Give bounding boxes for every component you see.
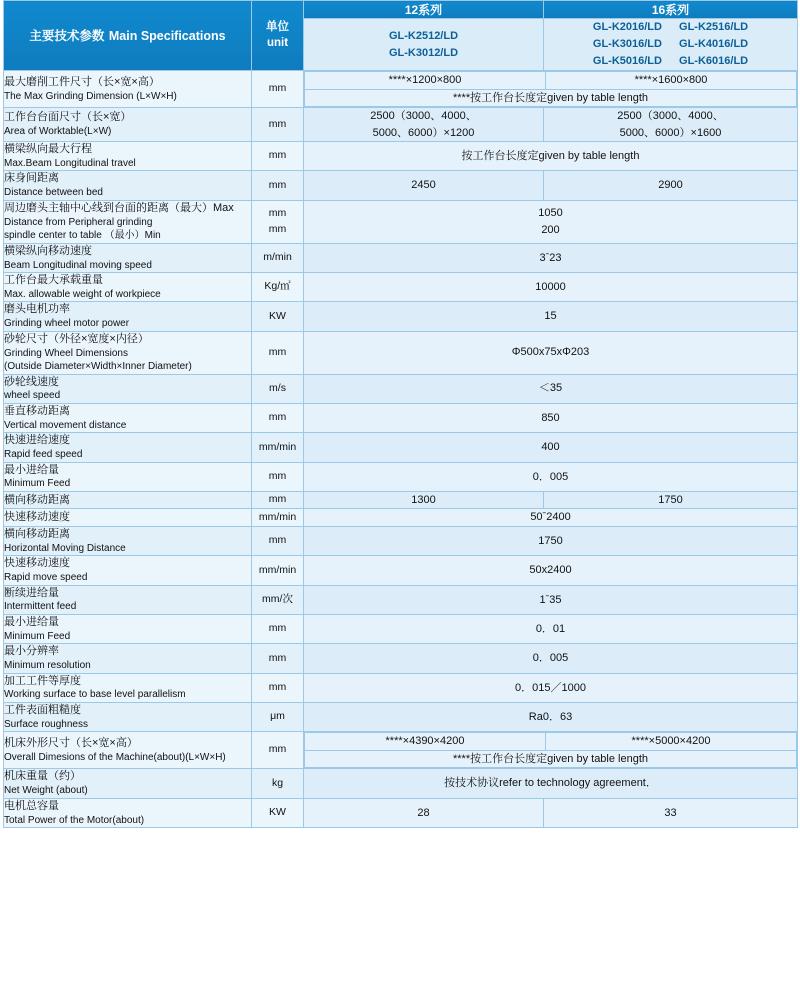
unit-value: m/min bbox=[263, 250, 292, 263]
table-row bbox=[4, 273, 798, 302]
row-value-series-16 bbox=[544, 491, 798, 509]
header-main-cn: 主要技术参数 bbox=[29, 28, 105, 43]
row-parameter-label bbox=[4, 462, 252, 491]
row-unit bbox=[252, 243, 304, 272]
row-parameter-label bbox=[4, 433, 252, 462]
row-unit bbox=[252, 403, 304, 432]
table-row bbox=[4, 509, 798, 527]
table-row bbox=[4, 200, 798, 243]
parameter-en: Net Weight (about) bbox=[4, 785, 88, 797]
row-value-combined bbox=[304, 585, 798, 614]
table-body bbox=[4, 71, 798, 828]
row-value-combined bbox=[304, 403, 798, 432]
table-row bbox=[4, 556, 798, 585]
value-primary: 1ˉ35 bbox=[539, 593, 562, 606]
row-unit bbox=[252, 200, 304, 243]
row-unit bbox=[252, 491, 304, 509]
row-parameter-label bbox=[4, 171, 252, 200]
value-primary: 3ˉ23 bbox=[539, 251, 562, 264]
value-primary: 400 bbox=[541, 441, 560, 454]
value-series-16: ****×1600×800 bbox=[546, 72, 797, 90]
parameter-en: Grinding Wheel Dimensions bbox=[4, 347, 128, 359]
table-row bbox=[4, 142, 798, 171]
row-unit bbox=[252, 769, 304, 798]
parameter-en: wheel speed bbox=[4, 390, 61, 402]
value-series-16-line1: 33 bbox=[664, 806, 677, 819]
value-series-16-line1: 2500（3000、4000、 bbox=[617, 110, 724, 123]
unit-value: mm/次 bbox=[262, 592, 293, 605]
table-row bbox=[4, 491, 798, 509]
value-primary: 0．015／1000 bbox=[515, 681, 586, 694]
row-parameter-label bbox=[4, 331, 252, 374]
table-row bbox=[4, 243, 798, 272]
row-parameter-label bbox=[4, 614, 252, 643]
row-value-combined bbox=[304, 509, 798, 527]
unit-value: mm bbox=[268, 82, 287, 95]
table-row bbox=[4, 644, 798, 673]
parameter-cn: 横向移动距离 bbox=[4, 493, 70, 506]
row-unit bbox=[252, 644, 304, 673]
row-unit bbox=[252, 673, 304, 702]
table-row bbox=[4, 71, 798, 108]
row-unit bbox=[252, 273, 304, 302]
table-row bbox=[4, 462, 798, 491]
parameter-cn: 机床外形尺寸（长×宽×高） bbox=[4, 737, 138, 750]
value-primary: 850 bbox=[541, 411, 560, 424]
unit-value: μm bbox=[270, 710, 285, 723]
row-unit bbox=[252, 302, 304, 331]
unit-value: KW bbox=[269, 309, 286, 322]
header-main-en: Main Specifications bbox=[108, 28, 226, 43]
table-row bbox=[4, 585, 798, 614]
row-value-combined bbox=[304, 462, 798, 491]
parameter-cn: 砂轮线速度 bbox=[4, 375, 59, 388]
row-value-series-16 bbox=[544, 108, 798, 142]
value-primary: 1750 bbox=[538, 534, 563, 547]
row-value-series-16 bbox=[544, 798, 798, 827]
header-unit-cn: 单位 bbox=[266, 21, 289, 34]
table-row bbox=[4, 614, 798, 643]
header-series-12-title: 12系列 bbox=[304, 1, 544, 19]
table-row bbox=[4, 331, 798, 374]
value-primary: Ra0．63 bbox=[528, 710, 573, 723]
unit-value: mm bbox=[268, 493, 287, 506]
parameter-en: Rapid feed speed bbox=[4, 449, 83, 461]
value-secondary: 200 bbox=[541, 223, 560, 236]
row-value-combined bbox=[304, 302, 798, 331]
row-parameter-label bbox=[4, 509, 252, 527]
parameter-cn: 工作台台面尺寸（长×宽） bbox=[4, 111, 132, 124]
row-unit bbox=[252, 732, 304, 769]
parameter-cn: 最小进给量 bbox=[4, 615, 59, 628]
row-unit bbox=[252, 374, 304, 403]
row-value-combined bbox=[304, 614, 798, 643]
header-unit bbox=[252, 1, 304, 71]
row-parameter-label bbox=[4, 273, 252, 302]
row-unit bbox=[252, 108, 304, 142]
parameter-cn: 工作台最大承载重量 bbox=[4, 274, 103, 287]
parameter-en: Vertical movement distance bbox=[4, 419, 127, 431]
row-unit bbox=[252, 556, 304, 585]
value-note: ****按工作台长度定given by table length bbox=[305, 750, 797, 768]
row-value-combined bbox=[304, 702, 798, 731]
parameter-en: The Max Grinding Dimension (L×W×H) bbox=[4, 90, 177, 102]
row-parameter-label bbox=[4, 200, 252, 243]
parameter-en: Minimum resolution bbox=[4, 660, 91, 672]
row-value-combined bbox=[304, 200, 798, 243]
value-series-12: ****×4390×4200 bbox=[305, 733, 546, 751]
unit-value: mm bbox=[268, 534, 287, 547]
model-gl-k5016-ld: GL-K5016/LD bbox=[592, 55, 662, 68]
parameter-cn: 最小分辨率 bbox=[4, 645, 59, 658]
row-parameter-label bbox=[4, 374, 252, 403]
parameter-cn: 加工工件等厚度 bbox=[4, 674, 81, 687]
model-gl-k6016-ld: GL-K6016/LD bbox=[679, 55, 749, 68]
table-row bbox=[4, 798, 798, 827]
table-row bbox=[4, 108, 798, 142]
value-primary: ＜35 bbox=[538, 382, 563, 395]
unit-value: mm bbox=[268, 469, 287, 482]
row-unit bbox=[252, 71, 304, 108]
value-series-16: ****×5000×4200 bbox=[546, 733, 797, 751]
row-value-combined bbox=[304, 243, 798, 272]
specifications-table bbox=[3, 0, 798, 828]
unit-value: m/s bbox=[269, 381, 286, 394]
parameter-en: Minimum Feed bbox=[4, 478, 71, 490]
row-unit bbox=[252, 526, 304, 555]
header-series-16-title: 16系列 bbox=[544, 1, 798, 19]
row-unit bbox=[252, 585, 304, 614]
parameter-en: Working surface to base level parallelism bbox=[4, 689, 186, 701]
row-parameter-label bbox=[4, 403, 252, 432]
row-parameter-label bbox=[4, 644, 252, 673]
row-unit bbox=[252, 433, 304, 462]
value-series-12-line1: 28 bbox=[417, 806, 430, 819]
parameter-cn: 横梁纵向移动速度 bbox=[4, 244, 92, 257]
value-series-12-line1: 1300 bbox=[411, 493, 436, 506]
unit-value-secondary: mm bbox=[268, 222, 287, 235]
parameter-cn: 床身间距离 bbox=[4, 172, 59, 185]
row-parameter-label bbox=[4, 673, 252, 702]
row-value-combined bbox=[304, 644, 798, 673]
parameter-en: Grinding wheel motor power bbox=[4, 318, 130, 330]
value-primary: 10000 bbox=[535, 280, 566, 293]
header-unit-en: unit bbox=[266, 36, 289, 49]
value-series-16-line2: 5000、6000）×1600 bbox=[619, 126, 722, 139]
header-series-16-models bbox=[544, 19, 798, 71]
model-gl-k2016-ld: GL-K2016/LD bbox=[592, 21, 662, 33]
row-unit bbox=[252, 798, 304, 827]
parameter-cn: 横梁纵向最大行程 bbox=[4, 143, 92, 156]
value-series-16-line1: 2900 bbox=[658, 179, 683, 192]
unit-value: mm bbox=[268, 622, 287, 635]
row-parameter-label bbox=[4, 769, 252, 798]
parameter-cn: 机床重量（约） bbox=[4, 770, 81, 783]
value-primary: 按工作台长度定given by table length bbox=[461, 150, 640, 163]
parameter-en: Minimum Feed bbox=[4, 630, 71, 642]
table-row bbox=[4, 732, 798, 769]
value-note: ****按工作台长度定given by table length bbox=[305, 89, 797, 107]
row-unit bbox=[252, 702, 304, 731]
row-parameter-label bbox=[4, 556, 252, 585]
row-unit bbox=[252, 171, 304, 200]
unit-value: mm bbox=[268, 743, 287, 756]
parameter-en: Total Power of the Motor(about) bbox=[4, 814, 145, 826]
parameter-cn: 快速移动速度 bbox=[4, 511, 70, 524]
parameter-en: Surface roughness bbox=[4, 718, 88, 730]
value-primary: 0．01 bbox=[535, 622, 566, 635]
parameter-en: Area of Worktable(L×W) bbox=[4, 126, 112, 138]
value-primary: Φ500x75xΦ203 bbox=[511, 346, 590, 359]
row-parameter-label bbox=[4, 702, 252, 731]
row-value-combined bbox=[304, 769, 798, 798]
row-parameter-label bbox=[4, 71, 252, 108]
row-parameter-label bbox=[4, 142, 252, 171]
row-unit bbox=[252, 509, 304, 527]
model-gl-k2516-ld: GL-K2516/LD bbox=[679, 21, 749, 33]
row-value-combined bbox=[304, 526, 798, 555]
parameter-cn: 砂轮尺寸（外径×宽度×内径） bbox=[4, 332, 149, 345]
value-series-12-line1: 2450 bbox=[411, 179, 436, 192]
parameter-cn: 最大磨削工件尺寸（长×宽×高） bbox=[4, 75, 160, 88]
parameter-en: Distance from Peripheral grinding bbox=[4, 216, 153, 228]
table-row bbox=[4, 403, 798, 432]
row-value-split-with-note bbox=[304, 732, 798, 769]
value-primary: 15 bbox=[544, 310, 557, 323]
row-value-combined bbox=[304, 556, 798, 585]
parameter-cn: 磨头电机功率 bbox=[4, 303, 70, 316]
parameter-en: Overall Dimesions of the Machine(about)(L×W×H) bbox=[4, 752, 226, 763]
header-series-12-models bbox=[304, 19, 544, 71]
parameter-en-secondary: spindle center to table （最小）Min bbox=[4, 230, 161, 242]
parameter-cn: 周边磨头主轴中心线到台面的距离（最大）Max bbox=[4, 201, 234, 214]
unit-value: mm bbox=[268, 149, 287, 162]
row-value-series-12 bbox=[304, 798, 544, 827]
unit-value: mm/min bbox=[258, 440, 297, 453]
table-row bbox=[4, 769, 798, 798]
row-value-series-12 bbox=[304, 171, 544, 200]
value-series-12-line1: 2500（3000、4000、 bbox=[370, 110, 477, 123]
model-gl-k3012-ld: GL-K3012/LD bbox=[388, 46, 459, 59]
unit-value: mm bbox=[268, 117, 287, 130]
table-header-row bbox=[4, 1, 798, 19]
parameter-cn: 横向移动距离 bbox=[4, 527, 70, 540]
parameter-en: Distance between bed bbox=[4, 187, 103, 199]
row-parameter-label bbox=[4, 243, 252, 272]
unit-value: KW bbox=[269, 805, 286, 818]
row-unit bbox=[252, 142, 304, 171]
row-unit bbox=[252, 331, 304, 374]
parameter-en: Max.Beam Longitudinal travel bbox=[4, 157, 136, 169]
table-row bbox=[4, 526, 798, 555]
unit-value: mm/min bbox=[258, 563, 297, 576]
parameter-en: Beam Longitudinal moving speed bbox=[4, 259, 152, 271]
value-primary: 50ˉ2400 bbox=[530, 511, 571, 524]
row-parameter-label bbox=[4, 302, 252, 331]
parameter-cn: 断续进给量 bbox=[4, 586, 59, 599]
unit-value: mm bbox=[268, 411, 287, 424]
value-series-12-line2: 5000、6000）×1200 bbox=[372, 126, 475, 139]
row-value-combined bbox=[304, 673, 798, 702]
row-value-split-with-note bbox=[304, 71, 798, 108]
unit-value: kg bbox=[271, 776, 284, 789]
row-value-combined bbox=[304, 374, 798, 403]
header-main-specifications bbox=[4, 1, 252, 71]
parameter-en-secondary: (Outside Diameter×Width×Inner Diameter) bbox=[4, 361, 192, 373]
parameter-cn: 最小进给量 bbox=[4, 463, 59, 476]
table-row bbox=[4, 673, 798, 702]
unit-value: mm bbox=[268, 178, 287, 191]
row-parameter-label bbox=[4, 732, 252, 769]
parameter-cn: 垂直移动距离 bbox=[4, 404, 70, 417]
row-parameter-label bbox=[4, 798, 252, 827]
row-value-combined bbox=[304, 142, 798, 171]
row-value-combined bbox=[304, 433, 798, 462]
row-value-series-12 bbox=[304, 108, 544, 142]
row-parameter-label bbox=[4, 585, 252, 614]
row-unit bbox=[252, 462, 304, 491]
model-gl-k4016-ld: GL-K4016/LD bbox=[679, 38, 749, 51]
parameter-cn: 工件表面粗糙度 bbox=[4, 703, 81, 716]
unit-value: mm bbox=[268, 680, 287, 693]
model-gl-k3016-ld: GL-K3016/LD bbox=[592, 38, 662, 51]
parameter-en: Intermittent feed bbox=[4, 601, 77, 613]
row-value-series-12 bbox=[304, 491, 544, 509]
value-primary: 按技术协议refer to technology agreement． bbox=[444, 777, 657, 790]
unit-value: mm bbox=[268, 345, 287, 358]
row-parameter-label bbox=[4, 108, 252, 142]
row-value-combined bbox=[304, 331, 798, 374]
row-unit bbox=[252, 614, 304, 643]
model-gl-k2512-ld: GL-K2512/LD bbox=[388, 29, 459, 42]
parameter-cn: 快速进给速度 bbox=[4, 434, 70, 447]
parameter-en: Max. allowable weight of workpiece bbox=[4, 288, 161, 300]
table-row bbox=[4, 171, 798, 200]
value-primary: 50x2400 bbox=[529, 564, 572, 577]
unit-value: mm bbox=[268, 207, 287, 219]
table-row bbox=[4, 433, 798, 462]
row-value-series-16 bbox=[544, 171, 798, 200]
value-primary: 1050 bbox=[538, 207, 563, 220]
table-row bbox=[4, 302, 798, 331]
unit-value: mm/min bbox=[258, 510, 297, 523]
value-primary: 0．005 bbox=[532, 652, 569, 665]
value-primary: 0．005 bbox=[532, 470, 569, 483]
table-row bbox=[4, 374, 798, 403]
row-parameter-label bbox=[4, 491, 252, 509]
parameter-cn: 快速移动速度 bbox=[4, 557, 70, 570]
parameter-cn: 电机总容量 bbox=[4, 799, 59, 812]
value-series-12: ****×1200×800 bbox=[305, 72, 546, 90]
row-parameter-label bbox=[4, 526, 252, 555]
row-value-combined bbox=[304, 273, 798, 302]
parameter-en: Horizontal Moving Distance bbox=[4, 542, 126, 554]
table-row bbox=[4, 702, 798, 731]
value-series-16-line1: 1750 bbox=[658, 493, 683, 506]
unit-value: mm bbox=[268, 651, 287, 664]
parameter-en: Rapid move speed bbox=[4, 572, 88, 584]
unit-value: Kg/㎡ bbox=[264, 280, 291, 293]
